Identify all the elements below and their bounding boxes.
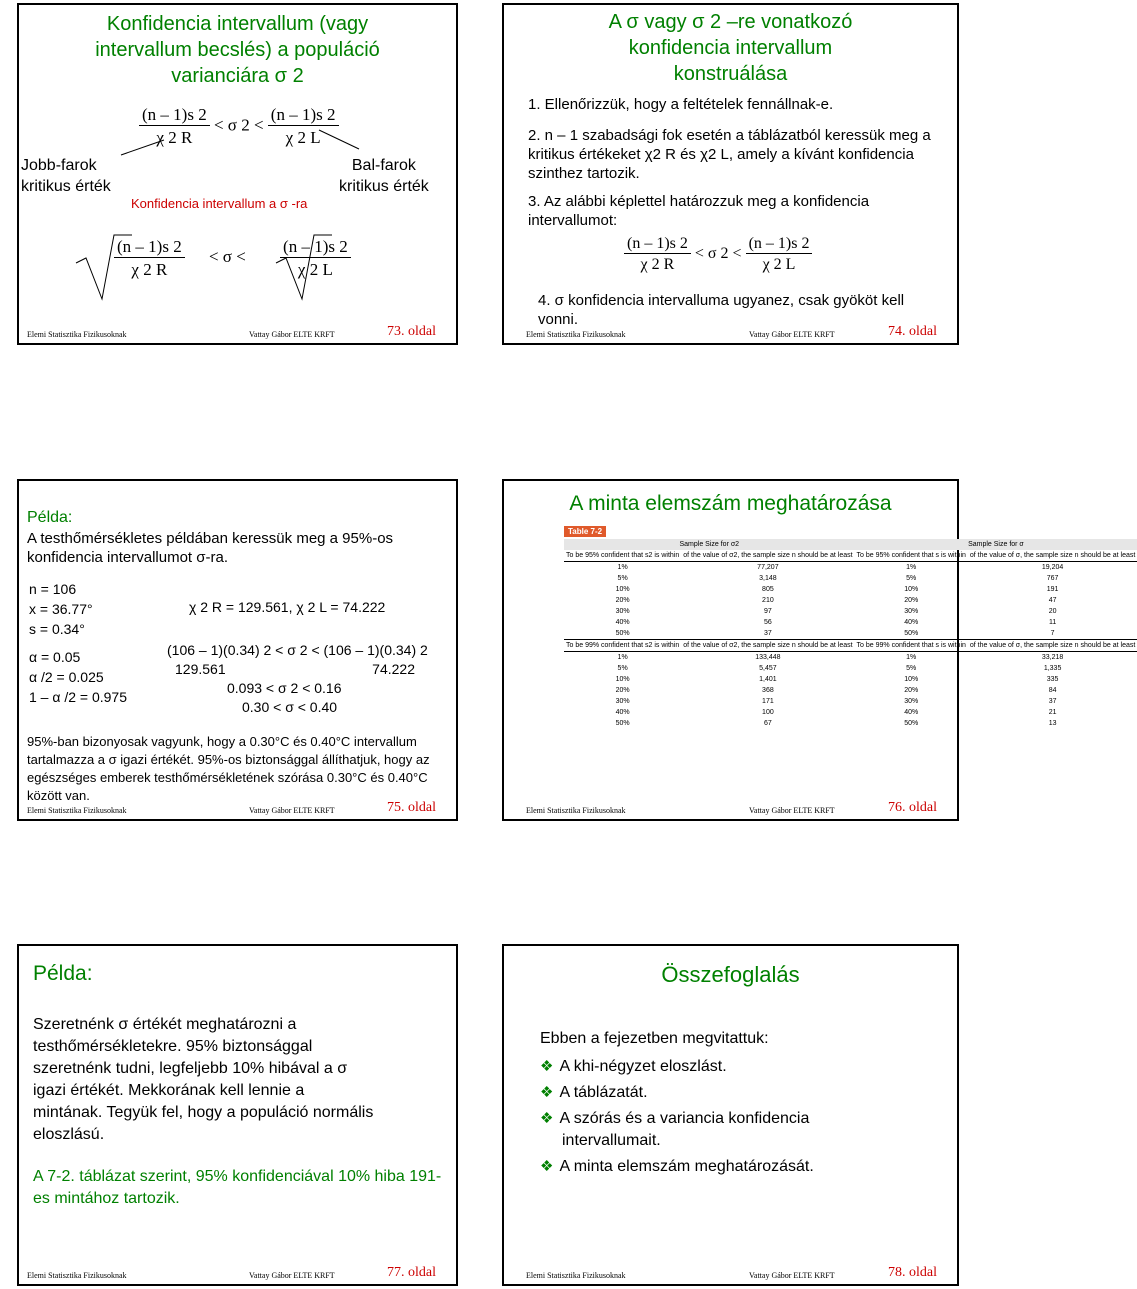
footer-center: Vattay Gábor ELTE KRFT (749, 330, 835, 339)
calc-sigma-result: 0.30 < σ < 0.40 (242, 699, 338, 715)
chi-r-denominator: χ 2 R (640, 256, 675, 273)
slide-74 (502, 3, 959, 345)
table-cell: 30% (615, 698, 630, 705)
fraction-numerator: (n – 1)s 2 (624, 235, 691, 254)
fraction-numerator: (n – 1)s 2 (268, 105, 339, 126)
table-row (564, 584, 1137, 595)
calc-denominators (175, 660, 415, 679)
less-than-sigma: < σ < (208, 247, 246, 267)
parameters-list (29, 579, 127, 707)
chi-r-denominator: χ 2 R (156, 128, 193, 147)
table-cell: 40% (904, 619, 919, 626)
table-header-row (564, 640, 1137, 652)
chi-l-denominator: χ 2 L (285, 128, 321, 147)
slide-73 (17, 3, 458, 345)
table-cell: 37 (1048, 698, 1057, 705)
header-cell: To be 99% confident that s is within (855, 640, 968, 652)
table-cell: 21 (1048, 709, 1057, 716)
table-cell: 10% (904, 586, 919, 593)
header-cell: of the value of σ2, the sample size n should be at least (681, 640, 854, 652)
sample-size-data (564, 539, 1137, 729)
table-cell: 20% (904, 597, 919, 604)
fraction-numerator: (n – 1)s 2 (280, 237, 351, 258)
chi-r-denominator: χ 2 R (131, 260, 168, 279)
table-cell: 50% (904, 720, 919, 727)
table-cell: 5% (906, 665, 917, 672)
table-cell: 1,401 (759, 676, 777, 683)
footer-left: Elemi Statisztika Fizikusoknak (27, 330, 127, 339)
table-row (564, 696, 1137, 707)
header-cell: of the value of σ2, the sample size n should be at least (683, 552, 853, 559)
list-item-text: A minta elemszám meghatározását. (559, 1158, 814, 1175)
slide-74-title (504, 9, 957, 87)
title-line: A σ vagy σ 2 –re vonatkozó (608, 11, 853, 33)
table-cell: 19,204 (968, 562, 1137, 574)
title-line: varianciára σ 2 (171, 65, 304, 87)
table-cell: 10% (615, 586, 630, 593)
table-row (564, 685, 1137, 696)
table-row (564, 628, 1137, 640)
diamond-bullet-icon: ❖ (540, 1084, 554, 1101)
table-cell: 13 (1048, 720, 1057, 727)
table-cell: 40% (904, 709, 919, 716)
example-heading: Példa: (27, 509, 73, 526)
footer-center: Vattay Gábor ELTE KRFT (249, 1271, 335, 1280)
step-2: 2. n – 1 szabadsági fok esetén a táblázatból keressük meg a kritikus értékeket χ2 R és χ2 L, amely a kívánt konfidencia szinthez tartozik. (528, 127, 931, 182)
table-cell: 40% (615, 619, 630, 626)
page-number: 76. oldal (888, 800, 937, 815)
summary-intro: Ebben a fejezetben megvitattuk: (540, 1030, 769, 1047)
table-cell: 67 (763, 720, 772, 727)
table-cell: 50% (615, 630, 630, 637)
table-cell: 335 (1046, 676, 1059, 683)
table-cell: 37 (763, 630, 772, 637)
jobb-farok-label (21, 155, 111, 197)
less-than-sigma: < σ 2 < (694, 245, 742, 263)
sqrt-right-icon (274, 233, 334, 303)
fraction-right (746, 235, 813, 274)
table-row (564, 652, 1137, 664)
calc-variance-result: 0.093 < σ 2 < 0.16 (227, 680, 342, 696)
header-right: Sample Size for σ (855, 539, 1137, 550)
title-line: konstruálása (673, 63, 788, 85)
table-cell: 20 (1048, 608, 1057, 615)
bal-farok-label (339, 155, 429, 197)
slide-76 (502, 479, 1136, 821)
table-cell: 30% (904, 608, 919, 615)
param-mean: x = 36.77° (29, 601, 93, 617)
summary-list (540, 1056, 940, 1182)
label-line: Jobb-farok (21, 157, 97, 174)
table-cell: 171 (762, 698, 774, 705)
footer-center: Vattay Gábor ELTE KRFT (249, 806, 335, 815)
step-3: 3. Az alábbi képlettel határozzuk meg a konfidencia intervallumot: (528, 193, 870, 229)
chi-l-denominator: χ 2 L (762, 256, 796, 273)
table-cell: 77,207 (681, 562, 854, 574)
table-cell: 1,335 (1043, 665, 1062, 672)
chi-values: χ 2 R = 129.561, χ 2 L = 74.222 (189, 599, 386, 615)
table-label: Table 7-2 (564, 526, 606, 537)
diamond-bullet-icon: ❖ (540, 1058, 554, 1075)
table-cell: 10% (904, 676, 919, 683)
param-s: s = 0.34° (29, 621, 85, 637)
table-cell: 133,448 (681, 652, 854, 664)
table-row (564, 674, 1137, 685)
header-cell: To be 99% confident that s2 is within (564, 640, 681, 652)
footer-left: Elemi Statisztika Fizikusoknak (526, 806, 626, 815)
header-cell: of the value of σ, the sample size n should be at least (969, 552, 1136, 559)
page-number: 78. oldal (888, 1265, 937, 1280)
calc-denominator-l: 74.222 (372, 661, 415, 677)
table-cell: 97 (763, 608, 772, 615)
table-cell: 767 (1046, 575, 1059, 582)
table-cell: 30% (904, 698, 919, 705)
table-cell: 20% (615, 687, 630, 694)
step-4: 4. σ konfidencia intervalluma ugyanez, csak gyököt kell vonni. (538, 292, 905, 328)
chi-l-denominator: χ 2 L (297, 260, 333, 279)
param-n: n = 106 (29, 581, 77, 597)
calc-line-1: (106 – 1)(0.34) 2 < σ 2 < (106 – 1)(0.34) 2 (167, 642, 428, 658)
footer-left: Elemi Statisztika Fizikusoknak (526, 1271, 626, 1280)
table-row (564, 562, 1137, 574)
title-line: intervallum becslés) a populáció (95, 39, 380, 61)
table-cell: 20% (615, 597, 630, 604)
label-line: kritikus érték (339, 178, 429, 195)
table-cell: 3,148 (759, 575, 777, 582)
page-number: 77. oldal (387, 1265, 436, 1280)
slide-73-title (19, 11, 456, 89)
page-number: 74. oldal (888, 324, 937, 339)
table-row (564, 595, 1137, 606)
slide-75 (17, 479, 458, 821)
footer-left: Elemi Statisztika Fizikusoknak (27, 1271, 127, 1280)
footer-center: Vattay Gábor ELTE KRFT (749, 806, 835, 815)
table-cell: 11 (1048, 619, 1057, 626)
list-item (540, 1108, 882, 1152)
table-cell: 50% (904, 630, 919, 637)
table-cell: 368 (762, 687, 774, 694)
slide-77 (17, 944, 458, 1286)
table-cell: 5,457 (759, 665, 777, 672)
table-cell: 5% (617, 575, 628, 582)
table-cell: 210 (762, 597, 774, 604)
table-cell: 1% (855, 652, 968, 664)
calculation (167, 641, 428, 717)
example-conclusion: 95%-ban bizonyosak vagyunk, hogy a 0.30°C és 0.40°C intervallum tartalmazza a σ igazi értékét. 95%-os biztonsággal állíthatjuk, hogy az egészséges emberek testhőmérsékletének szórása 0.30°C és 0.40°C között van. (27, 734, 430, 803)
table-cell: 5% (617, 665, 628, 672)
param-alpha: α = 0.05 (29, 649, 81, 665)
title-line: konfidencia intervallum (628, 37, 833, 59)
slide-78 (502, 944, 959, 1286)
table-cell: 20% (904, 687, 919, 694)
header-cell: of the value of σ, the sample size n should be at least (968, 640, 1137, 652)
title-line: Konfidencia intervallum (vagy (106, 13, 369, 35)
list-item (540, 1156, 940, 1178)
table-cell: 40% (615, 709, 630, 716)
footer-left: Elemi Statisztika Fizikusoknak (27, 806, 127, 815)
table-cell: 56 (763, 619, 772, 626)
table-title-row (564, 539, 1137, 550)
param-one-minus-alpha-half: 1 – α /2 = 0.975 (29, 689, 127, 705)
table-row (564, 606, 1137, 617)
list-item (540, 1082, 940, 1104)
example-intro: A testhőmérsékletes példában keressük meg a 95%-os konfidencia intervallumot σ-ra. (27, 530, 394, 566)
ci-formula (624, 235, 812, 274)
example-answer: A 7-2. táblázat szerint, 95% konfidenciával 10% hiba 191-es mintához tartozik. (33, 1168, 442, 1207)
table-cell: 191 (1046, 586, 1059, 593)
table-row (564, 718, 1137, 729)
example-question: Szeretnénk σ értékét meghatározni a testhőmérsékletekre. 95% biztonsággal szeretnénk tudni, legfeljebb 10% hibával a σ igazi értékét. Mekkorának kell lennie a mintának. Tegyük fel, hogy a populáció normális eloszlású. (33, 1016, 374, 1143)
header-cell: To be 95% confident that s2 is within (566, 552, 680, 559)
table-cell: 5% (906, 575, 917, 582)
table-cell: 1% (564, 652, 681, 664)
table-cell: 47 (1048, 597, 1057, 604)
list-item-text: A táblázatát. (559, 1084, 648, 1101)
ci-sigma-label: Konfidencia intervallum a σ -ra (131, 196, 308, 211)
table-row (564, 663, 1137, 674)
calc-denominator-r: 129.561 (175, 661, 226, 677)
table-row (564, 617, 1137, 628)
fraction-numerator: (n – 1)s 2 (746, 235, 813, 254)
footer-center: Vattay Gábor ELTE KRFT (249, 330, 335, 339)
table-cell: 805 (762, 586, 774, 593)
slide-78-title: Összefoglalás (661, 962, 800, 987)
list-item-text: A szórás és a variancia konfidencia intervallumait. (559, 1110, 810, 1149)
fraction-left (114, 237, 185, 280)
diamond-bullet-icon: ❖ (540, 1158, 554, 1175)
list-item-text: A khi-négyzet eloszlást. (559, 1058, 727, 1075)
table-cell: 50% (615, 720, 630, 727)
table-cell: 84 (1048, 687, 1057, 694)
table-cell: 7 (1050, 630, 1055, 637)
diamond-bullet-icon: ❖ (540, 1110, 554, 1127)
list-item (540, 1056, 940, 1078)
header-left: Sample Size for σ2 (564, 539, 855, 550)
table-cell: 1% (564, 562, 681, 574)
fraction-left (624, 235, 691, 274)
table-header-row (564, 550, 1137, 562)
page-number: 73. oldal (387, 324, 436, 339)
table-cell: 1% (855, 562, 968, 574)
table-cell: 33,218 (968, 652, 1137, 664)
arrow-right-icon (314, 127, 364, 152)
sample-size-table (564, 521, 1136, 729)
slide-76-title: A minta elemszám meghatározása (569, 492, 892, 515)
example-heading: Példa: (33, 962, 93, 985)
less-than-sigma: < σ 2 < (213, 115, 264, 135)
label-line: Bal-farok (351, 157, 416, 174)
fraction-numerator: (n – 1)s 2 (114, 237, 185, 258)
table-row (564, 573, 1137, 584)
header-cell: To be 95% confident that s is within (856, 552, 966, 559)
fraction-numerator: (n – 1)s 2 (139, 105, 210, 126)
table-cell: 10% (615, 676, 630, 683)
param-alpha-half: α /2 = 0.025 (29, 669, 104, 685)
footer-left: Elemi Statisztika Fizikusoknak (526, 330, 626, 339)
table-row (564, 707, 1137, 718)
footer-center: Vattay Gábor ELTE KRFT (749, 1271, 835, 1280)
step-1: 1. Ellenőrizzük, hogy a feltételek fennállnak-e. (528, 96, 834, 113)
label-line: kritikus érték (21, 178, 111, 195)
table-cell: 30% (615, 608, 630, 615)
page-number: 75. oldal (387, 800, 436, 815)
table-cell: 100 (762, 709, 774, 716)
arrow-left-icon (119, 137, 169, 157)
